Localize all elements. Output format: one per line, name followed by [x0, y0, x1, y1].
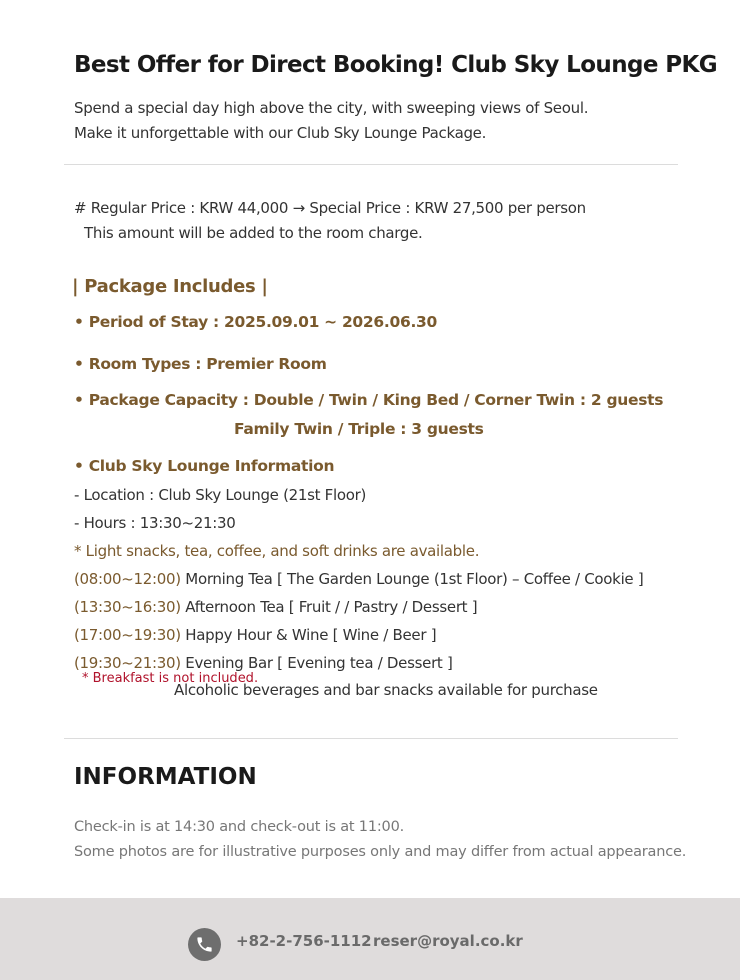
phone-icon [188, 928, 221, 961]
schedule-desc: Happy Hour & Wine [ Wine / Beer ] [180, 626, 437, 644]
schedule-time: (19:30~21:30) [74, 654, 181, 672]
lounge-location: - Location : Club Sky Lounge (21st Floor) [74, 486, 367, 504]
package-capacity-family: Family Twin / Triple : 3 guests [234, 420, 484, 438]
schedule-row [74, 598, 477, 616]
email-address[interactable]: reser@royal.co.kr [373, 932, 523, 950]
checkin-info: Check-in is at 14:30 and check-out is at 11:00. [74, 819, 404, 835]
room-types: • Room Types : Premier Room [74, 355, 327, 373]
lounge-info-heading: • Club Sky Lounge Information [74, 457, 335, 475]
snacks-note: * Light snacks, tea, coffee, and soft drinks are available. [74, 542, 480, 560]
intro-line-1: Spend a special day high above the city, with sweeping views of Seoul. [74, 99, 589, 117]
schedule-time: (08:00~12:00) [74, 570, 181, 588]
photo-disclaimer: Some photos are for illustrative purposes only and may differ from actual appearance. [74, 844, 687, 860]
schedule-time: (13:30~16:30) [74, 598, 181, 616]
schedule-time: (17:00~19:30) [74, 626, 181, 644]
schedule-row [74, 626, 436, 644]
schedule-row [74, 570, 643, 588]
divider [64, 738, 678, 739]
package-capacity: • Package Capacity : Double / Twin / King Bed / Corner Twin : 2 guests [74, 391, 664, 409]
breakfast-note: * Breakfast is not included. [82, 671, 259, 686]
schedule-desc: Morning Tea [ The Garden Lounge (1st Floor) – Coffee / Cookie ] [180, 570, 644, 588]
period-of-stay: • Period of Stay : 2025.09.01 ~ 2026.06.30 [74, 313, 438, 331]
information-heading: INFORMATION [74, 764, 257, 790]
bar-extra-note: Alcoholic beverages and bar snacks available for purchase [174, 681, 598, 699]
page-title: Best Offer for Direct Booking! Club Sky Lounge PKG [74, 52, 717, 78]
schedule-desc: Evening Bar [ Evening tea / Dessert ] [180, 654, 453, 672]
price-line: # Regular Price : KRW 44,000 → Special Price : KRW 27,500 per person [74, 199, 586, 217]
schedule-row [74, 654, 453, 672]
price-note: This amount will be added to the room charge. [84, 224, 423, 242]
package-includes-heading: | Package Includes | [72, 276, 268, 297]
intro-line-2: Make it unforgettable with our Club Sky Lounge Package. [74, 124, 487, 142]
phone-number[interactable]: +82-2-756-1112 [236, 932, 372, 950]
schedule-desc: Afternoon Tea [ Fruit / / Pastry / Dessert ] [180, 598, 478, 616]
lounge-hours: - Hours : 13:30~21:30 [74, 514, 236, 532]
divider [64, 164, 678, 165]
